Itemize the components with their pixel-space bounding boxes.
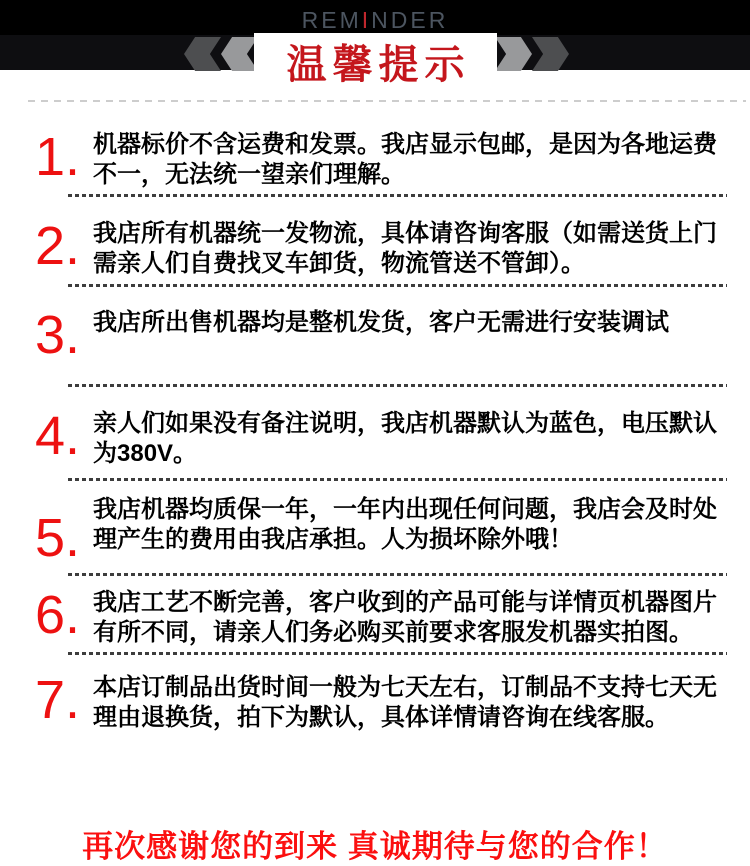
item-text: 本店订制品出货时间一般为七天左右，订制品不支持七天无理由退换货，拍下为默认，具体详情请咨询在线客服。 <box>93 674 717 731</box>
notice-item-6 <box>35 576 727 655</box>
reminder-text-post: NDER <box>371 7 449 33</box>
notice-item-5 <box>35 481 727 576</box>
item-number: 3. <box>35 305 81 365</box>
item-text: 我店所出售机器均是整机发货，客户无需进行安装调试 <box>93 309 669 336</box>
item-number: 1. <box>35 127 81 187</box>
notice-item-7 <box>35 655 727 733</box>
header-banner <box>0 0 750 87</box>
page-title: 温馨提示 <box>286 42 471 87</box>
title-box <box>254 33 497 89</box>
chevron-right-outer-icon <box>532 37 569 71</box>
notice-item-4 <box>35 387 727 481</box>
item-text: 我店机器均质保一年，一年内出现任何问题，我店会及时处理产生的费用由我店承担。人为损坏除外哦！ <box>93 496 717 553</box>
reminder-text-pre: REM <box>301 7 362 33</box>
chevron-left-inner-icon <box>221 37 258 71</box>
notice-item-1 <box>35 102 727 197</box>
reminder-english-label <box>0 7 750 34</box>
item-text: 亲人们如果没有备注说明，我店机器默认为蓝色，电压默认为380V。 <box>93 410 717 467</box>
item-number: 7. <box>35 670 81 730</box>
item-number: 2. <box>35 216 81 276</box>
item-number: 4. <box>35 406 81 466</box>
chevron-left-outer-icon <box>184 37 221 71</box>
item-text: 我店工艺不断完善，客户收到的产品可能与详情页机器图片有所不同，请亲人们务必购买前要求客服发机器实拍图。 <box>93 589 717 646</box>
item-text: 机器标价不含运费和发票。我店显示包邮，是因为各地运费不一，无法统一望亲们理解。 <box>93 131 717 188</box>
notice-list <box>0 102 750 733</box>
notice-item-2 <box>35 197 727 287</box>
item-number: 6. <box>35 585 81 645</box>
reminder-accent-letter: I <box>361 7 372 33</box>
notice-item-3 <box>35 287 727 387</box>
chevron-right-inner-icon <box>495 37 532 71</box>
thank-you-message: 再次感谢您的到来 真诚期待与您的合作！ <box>82 829 668 864</box>
item-number: 5. <box>35 508 81 568</box>
item-text: 我店所有机器统一发物流，具体请咨询客服（如需送货上门需亲人们自费找叉车卸货，物流管送不管卸）。 <box>93 220 717 277</box>
